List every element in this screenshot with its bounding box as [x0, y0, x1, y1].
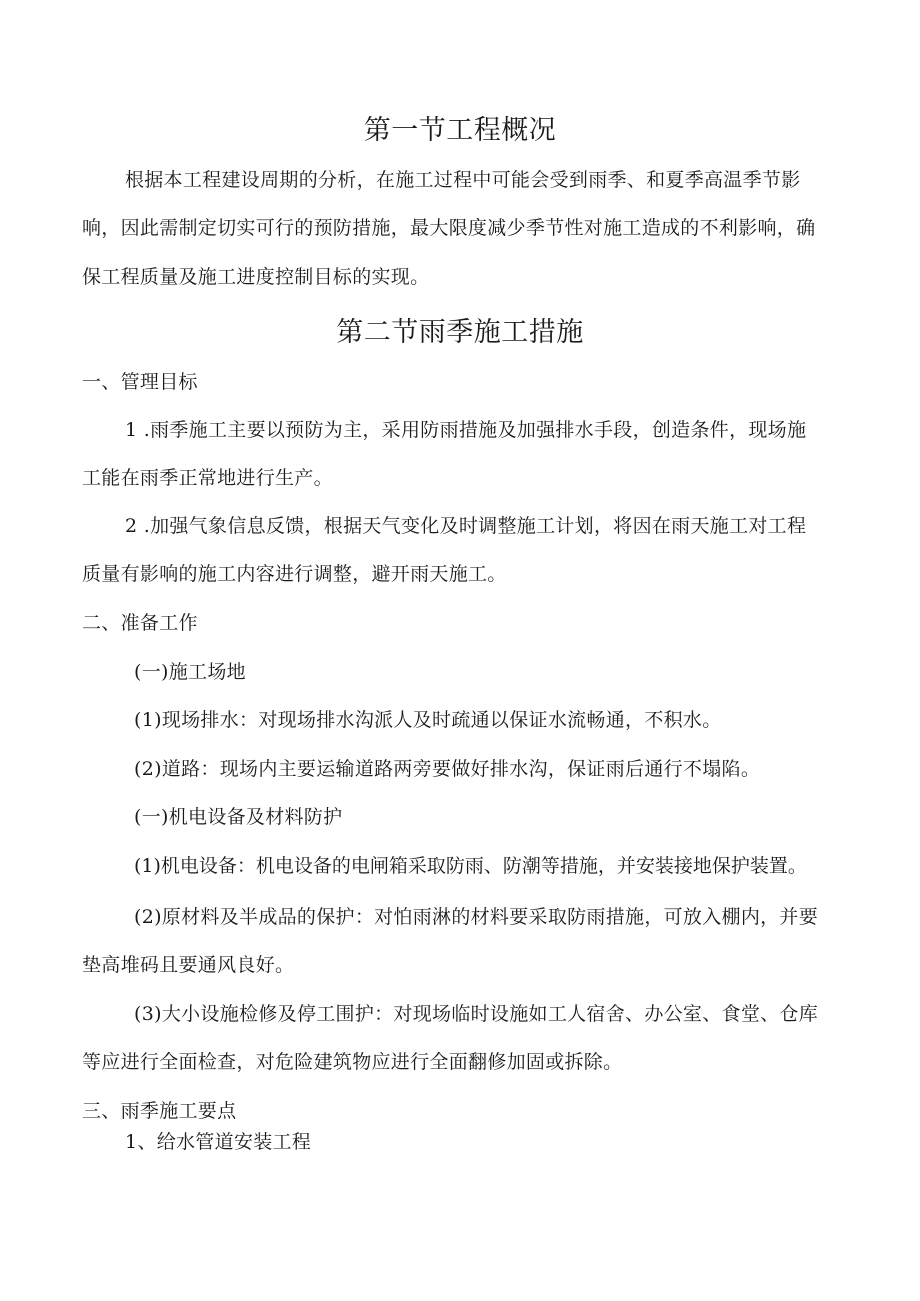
equipment-item-2-line-2: 垫高堆码且要通风良好。 [82, 954, 295, 976]
site-subheading: (一)施工场地 [134, 661, 246, 683]
part-2-heading: 二、准备工作 [82, 612, 198, 634]
equipment-item-3-line-2: 等应进行全面检查，对危险建筑物应进行全面翻修加固或拆除。 [82, 1051, 623, 1073]
section-1-paragraph-line-1: 根据本工程建设周期的分析，在施工过程中可能会受到雨季、和夏季高温季节影 [125, 169, 801, 191]
equipment-subheading: (一)机电设备及材料防护 [134, 806, 343, 828]
equipment-item-3-line-1: (3)大小设施检修及停工围护：对现场临时设施如工人宿舍、办公室、食堂、仓库 [134, 1003, 819, 1025]
goal-item-1-line-2: 工能在雨季正常地进行生产。 [82, 467, 333, 489]
part-3-item-1: 1、给水管道安装工程 [125, 1131, 312, 1153]
section-1-paragraph-line-3: 保工程质量及施工进度控制目标的实现。 [82, 266, 430, 288]
goal-item-1-line-1: 1 .雨季施工主要以预防为主，采用防雨措施及加强排水手段，创造条件，现场施 [125, 419, 807, 441]
site-item-1: (1)现场排水：对现场排水沟派人及时疏通以保证水流畅通，不积水。 [134, 709, 722, 731]
section-1-paragraph-line-2: 响，因此需制定切实可行的预防措施，最大限度减少季节性对施工造成的不利影响，确 [82, 217, 816, 239]
part-3-heading: 三、雨季施工要点 [82, 1100, 237, 1122]
section-1-title: 第一节工程概况 [363, 115, 557, 146]
goal-item-2-line-2: 质量有影响的施工内容进行调整，避开雨天施工。 [82, 563, 507, 585]
equipment-item-2-line-1: (2)原材料及半成品的保护：对怕雨淋的材料要采取防雨措施，可放入棚内，并要 [134, 906, 819, 928]
goal-item-2-line-1: 2 .加强气象信息反馈，根据天气变化及时调整施工计划，将因在雨天施工对工程 [125, 515, 807, 537]
section-2-title: 第二节雨季施工措施 [336, 317, 584, 348]
part-1-heading: 一、管理目标 [82, 371, 198, 393]
site-item-2: (2)道路：现场内主要运输道路两旁要做好排水沟，保证雨后通行不塌陷。 [134, 758, 761, 780]
equipment-item-1: (1)机电设备：机电设备的电闸箱采取防雨、防潮等措施，并安装接地保护装置。 [134, 855, 807, 877]
